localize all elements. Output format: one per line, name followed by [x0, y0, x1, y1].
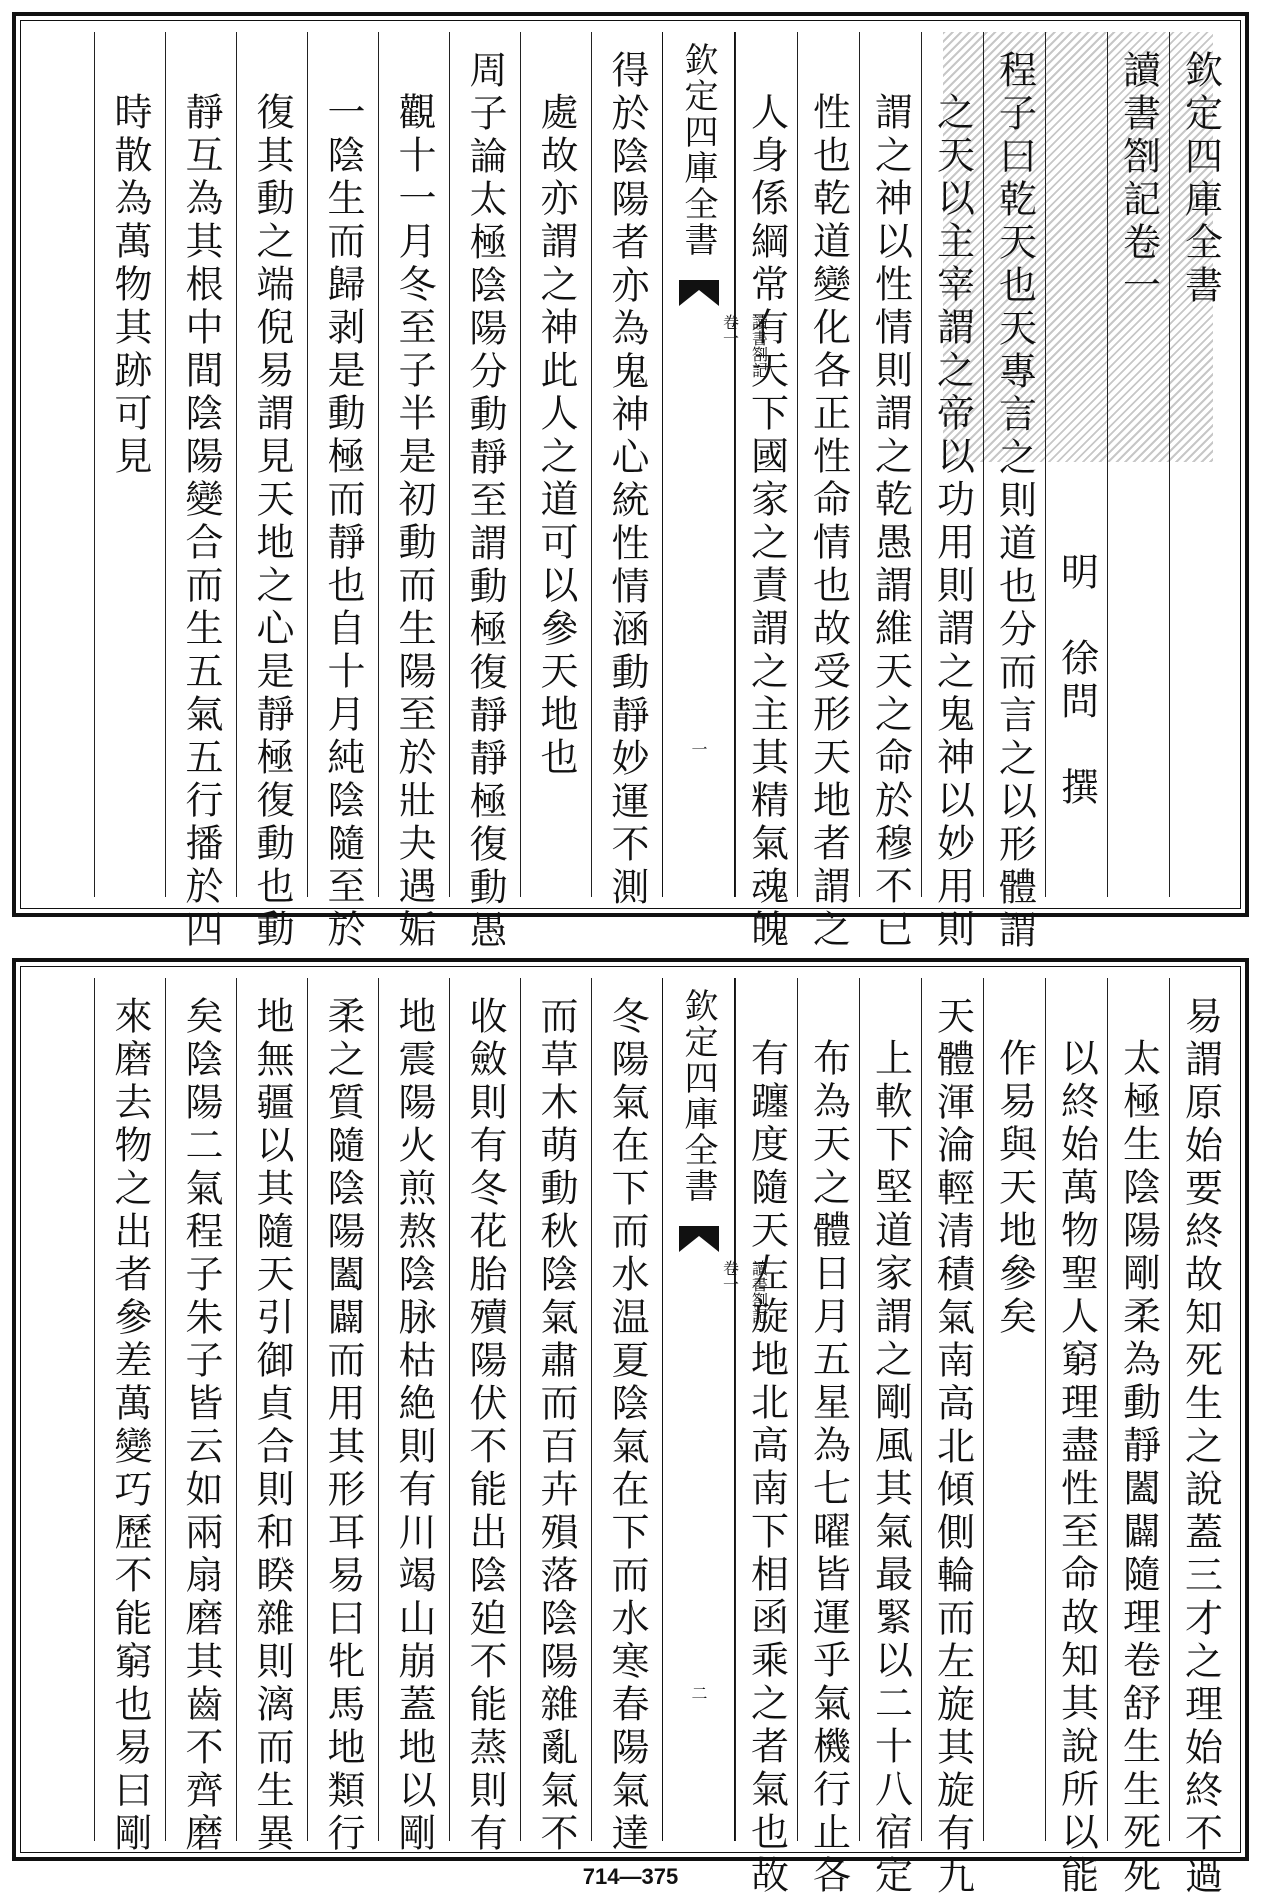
- text-column: 冬陽氣在下而水温夏陰氣在下而水寒春陽氣達: [591, 978, 662, 1841]
- text-column: 地震陽火煎熬陰脉枯絶則有川竭山崩蓋地以剛: [378, 978, 449, 1841]
- text-column: 觀十一月冬至子半是初動而生陽至於壯夬遇姤: [378, 32, 449, 897]
- text-column: 得於陰陽者亦為鬼神心統性情涵動靜妙運不測: [591, 32, 662, 897]
- fishtail-mark-icon: [679, 280, 719, 306]
- empty-column: [32, 32, 94, 897]
- text-column: 謂之神以性情則謂之乾愚謂維天之命於穆不已: [859, 32, 921, 897]
- text-column: 明 徐問 撰: [1045, 32, 1107, 897]
- gutter-title: 欽定四庫全書: [678, 42, 718, 258]
- text-column: 時散為萬物其跡可見: [94, 32, 165, 897]
- text-column: 天體渾淪輕清積氣南高北傾側輪而左旋其旋有九: [921, 978, 983, 1841]
- text-column: 之天以主宰謂之帝以功用則謂之鬼神以妙用則: [921, 32, 983, 897]
- gutter-subtitle: 讀書劄記 卷一: [720, 314, 769, 378]
- text-column: 復其動之端倪易謂見天地之心是靜極復動也動: [236, 32, 307, 897]
- plate-number: 714—375: [582, 1864, 679, 1889]
- empty-column: [32, 978, 94, 1841]
- text-column: 處故亦謂之神此人之道可以參天地也: [520, 32, 591, 897]
- text-column: 靜互為其根中間陰陽變合而生五氣五行播於四: [165, 32, 236, 897]
- text-column: 來磨去物之出者參差萬變巧歷不能窮也易曰剛: [94, 978, 165, 1841]
- text-column: 一陰生而歸剥是動極而靜也自十月純陰隨至於: [307, 32, 378, 897]
- folio-number: 一: [689, 741, 708, 757]
- upper-folio-page: [12, 12, 1249, 953]
- text-column: 有躔度隨天左旋地北高南下相函乘之者氣也故: [735, 978, 797, 1841]
- folio-number: 二: [689, 1685, 708, 1701]
- text-column: 矣陰陽二氣程子朱子皆云如兩扇磨其齒不齊磨: [165, 978, 236, 1841]
- text-column: 柔之質隨陰陽闔闢而用其形耳易曰牝馬地類行: [307, 978, 378, 1841]
- text-column: 上軟下堅道家謂之剛風其氣最緊以二十八宿定: [859, 978, 921, 1841]
- text-column: 以終始萬物聖人窮理盡性至命故知其說所以能: [1045, 978, 1107, 1841]
- text-column: 收斂則有冬花胎殰陽伏不能出陰廹不能蒸則有: [449, 978, 520, 1841]
- text-column: 周子論太極陰陽分動靜至謂動極復靜靜極復動愚: [449, 32, 520, 897]
- text-column: 程子曰乾天也天專言之則道也分而言之以形體謂: [983, 32, 1045, 897]
- text-column: 地無疆以其隨天引御貞合則和睽雜則漓而生異: [236, 978, 307, 1841]
- gutter-title: 欽定四庫全書: [678, 988, 718, 1204]
- text-column: 欽定四庫全書: [1169, 32, 1231, 897]
- text-column: 布為天之體日月五星為七曜皆運乎氣機行止各: [797, 978, 859, 1841]
- text-column: 易謂原始要終故知死生之說蓋三才之理始終不過: [1169, 978, 1231, 1841]
- fishtail-mark-icon: [679, 1226, 719, 1252]
- text-column: 人身係綱常有天下國家之責謂之主其精氣魂魄: [735, 32, 797, 897]
- text-column: 性也乾道變化各正性命情也故受形天地者謂之: [797, 32, 859, 897]
- text-column: 讀書劄記卷一: [1107, 32, 1169, 897]
- text-column: 作易與天地參矣: [983, 978, 1045, 1841]
- gutter-subtitle: 讀書劄記 卷一: [720, 1260, 769, 1324]
- text-column: 而草木萌動秋陰氣肅而百卉殞落陰陽雜亂氣不: [520, 978, 591, 1841]
- text-column: 太極生陰陽剛柔為動靜闔闢隨理卷舒生生死死: [1107, 978, 1169, 1841]
